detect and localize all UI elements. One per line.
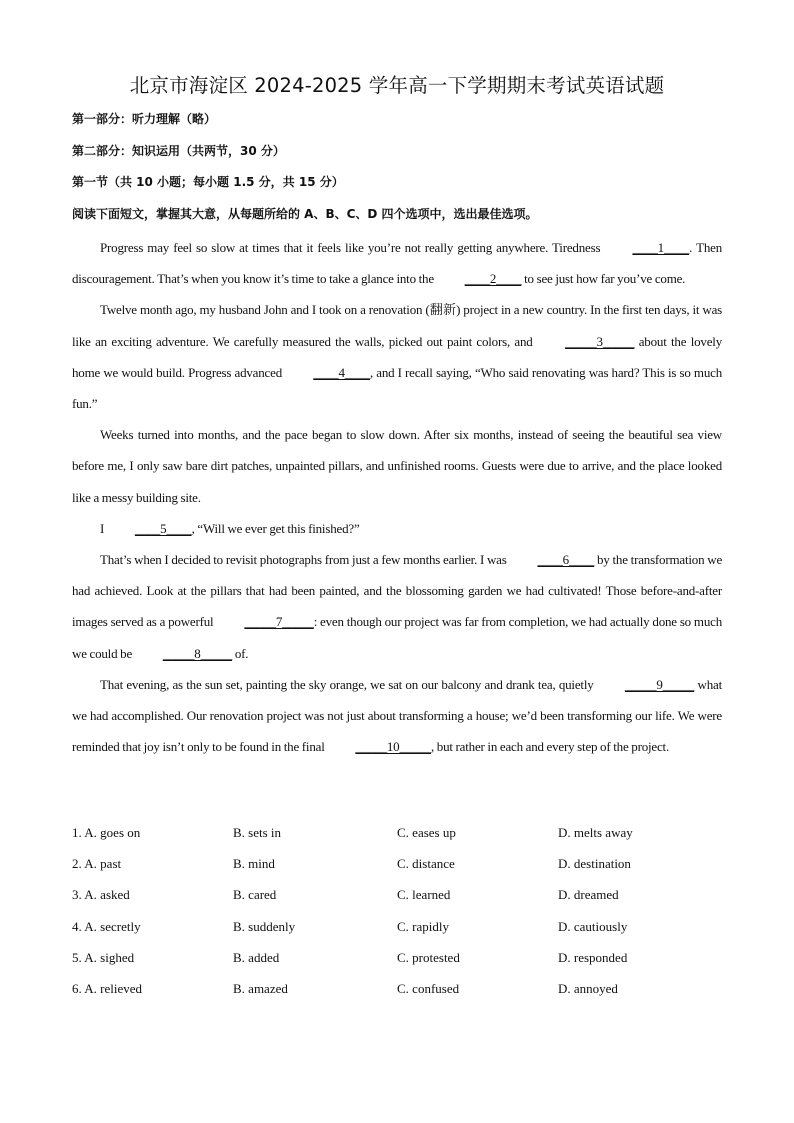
text-run: Progress may feel so slow at times that it feels like you’re not really getting anywhere. Tiredness [100,240,605,255]
text-run: I [100,520,107,536]
text-run: about the lovely home we would build. Progress advanced [72,333,723,380]
paragraph-3 [72,419,722,513]
option-b: B. suddenly [233,918,296,934]
option-a: 5. A. sighed [72,949,135,965]
option-c: C. eases up [397,825,456,840]
text-run: what we had accomplished. Our renovation project was not just about transforming a house; we’d been transforming our life. We were reminded that joy isn’t only to be found in the final [72,676,722,755]
option-c: C. rapidly [397,918,449,934]
option-d: D. destination [558,856,631,872]
text-run: That evening, as the sun set, painting the sky orange, we sat on our balcony and drank tea, quietly [100,676,597,692]
option-c: C. protested [397,949,460,965]
blank-6: ____6____ [537,552,595,568]
text-run: . Then discouragement. That’s when you know it’s time to take a glance into the [72,240,722,287]
cloze-passage [72,232,722,762]
blank-8: _____8_____ [162,645,233,661]
option-c: C. learned [397,887,451,903]
question-row-1 [72,825,732,856]
text-run: to see just how far you’ve come. [521,271,686,287]
text-run: of. [232,645,249,661]
question-row-4 [72,919,732,950]
text-run: , and I recall saying, “Who said renovating was hard? This is so much fun.” [72,364,722,412]
section-one-heading: 第一节（共 10 小题；每小题 1.5 分，共 15 分） [72,175,344,189]
question-row-5 [72,950,732,981]
option-a: 1. A. goes on [72,825,141,840]
paragraph-1 [72,232,722,294]
option-d: D. cautiously [558,918,628,934]
text-run: : even though our project was far from completion, we had actually done so much we could be [72,614,722,661]
option-b: B. cared [233,887,277,903]
question-row-6 [72,981,732,1012]
blank-3: _____3_____ [565,333,635,349]
text-run: , “Will we ever get this finished?” [191,520,360,536]
option-a: 4. A. secretly [72,918,141,934]
option-b: B. mind [233,856,275,872]
blank-1: ____1____ [632,240,690,255]
option-d: D. dreamed [558,887,619,903]
text-run: Weeks turned into months, and the pace began to slow down. After six months, instead of seeing the beautiful sea view before me, I only saw bare dirt patches, unpainted pillars, and unfinished rooms. Guests were due to arrive, and the place looked like a messy building site. [72,427,722,505]
part-one-heading: 第一部分：听力理解（略） [72,112,217,126]
option-c: C. distance [397,856,455,872]
option-c: C. confused [397,980,460,996]
option-a: 3. A. asked [72,887,130,903]
exam-title: 北京市海淀区 2024-2025 学年高一下学期期末考试英语试题 [129,74,665,97]
option-b: B. added [233,949,280,965]
option-d: D. melts away [558,825,633,840]
blank-10: _____10_____ [355,739,431,755]
option-b: B. amazed [233,980,288,996]
text-run: , but rather in each and every step of the project. [430,739,670,755]
text-run: Twelve month ago, my husband John and I took on a renovation (翻新) project in a new country. In the first ten days, it was like an exciting adventure. We carefully measured the walls, picked out paint colors, and [72,302,722,349]
question-row-3 [72,887,732,918]
blank-4: ____4____ [313,364,370,380]
blank-9: _____9_____ [624,676,695,692]
text-run: That’s when I decided to revisit photographs from just a few months earlier. I was [100,552,510,568]
text-run: by the transformation we had achieved. Look at the pillars that had been painted, and the blossoming garden we had cultivated! Those before-and-after images served as a powerful [72,552,723,630]
instructions: 阅读下面短文，掌握其大意，从每题所给的 A、B、C、D 四个选项中，选出最佳选项。 [72,207,538,221]
option-d: D. responded [558,949,628,965]
answer-options [72,825,732,1012]
paragraph-6 [72,669,722,763]
paragraph-2 [72,294,722,419]
option-d: D. annoyed [558,980,618,996]
paragraph-4 [72,513,722,544]
option-a: 2. A. past [72,856,122,872]
blank-2: ____2____ [464,271,522,287]
question-row-2 [72,856,732,887]
option-b: B. sets in [233,825,282,840]
paragraph-5 [72,544,722,669]
option-a: 6. A. relieved [72,980,143,996]
blank-5: ____5____ [134,520,192,536]
blank-7: _____7_____ [244,614,314,630]
part-two-heading: 第二部分：知识运用（共两节，30 分） [72,144,285,158]
